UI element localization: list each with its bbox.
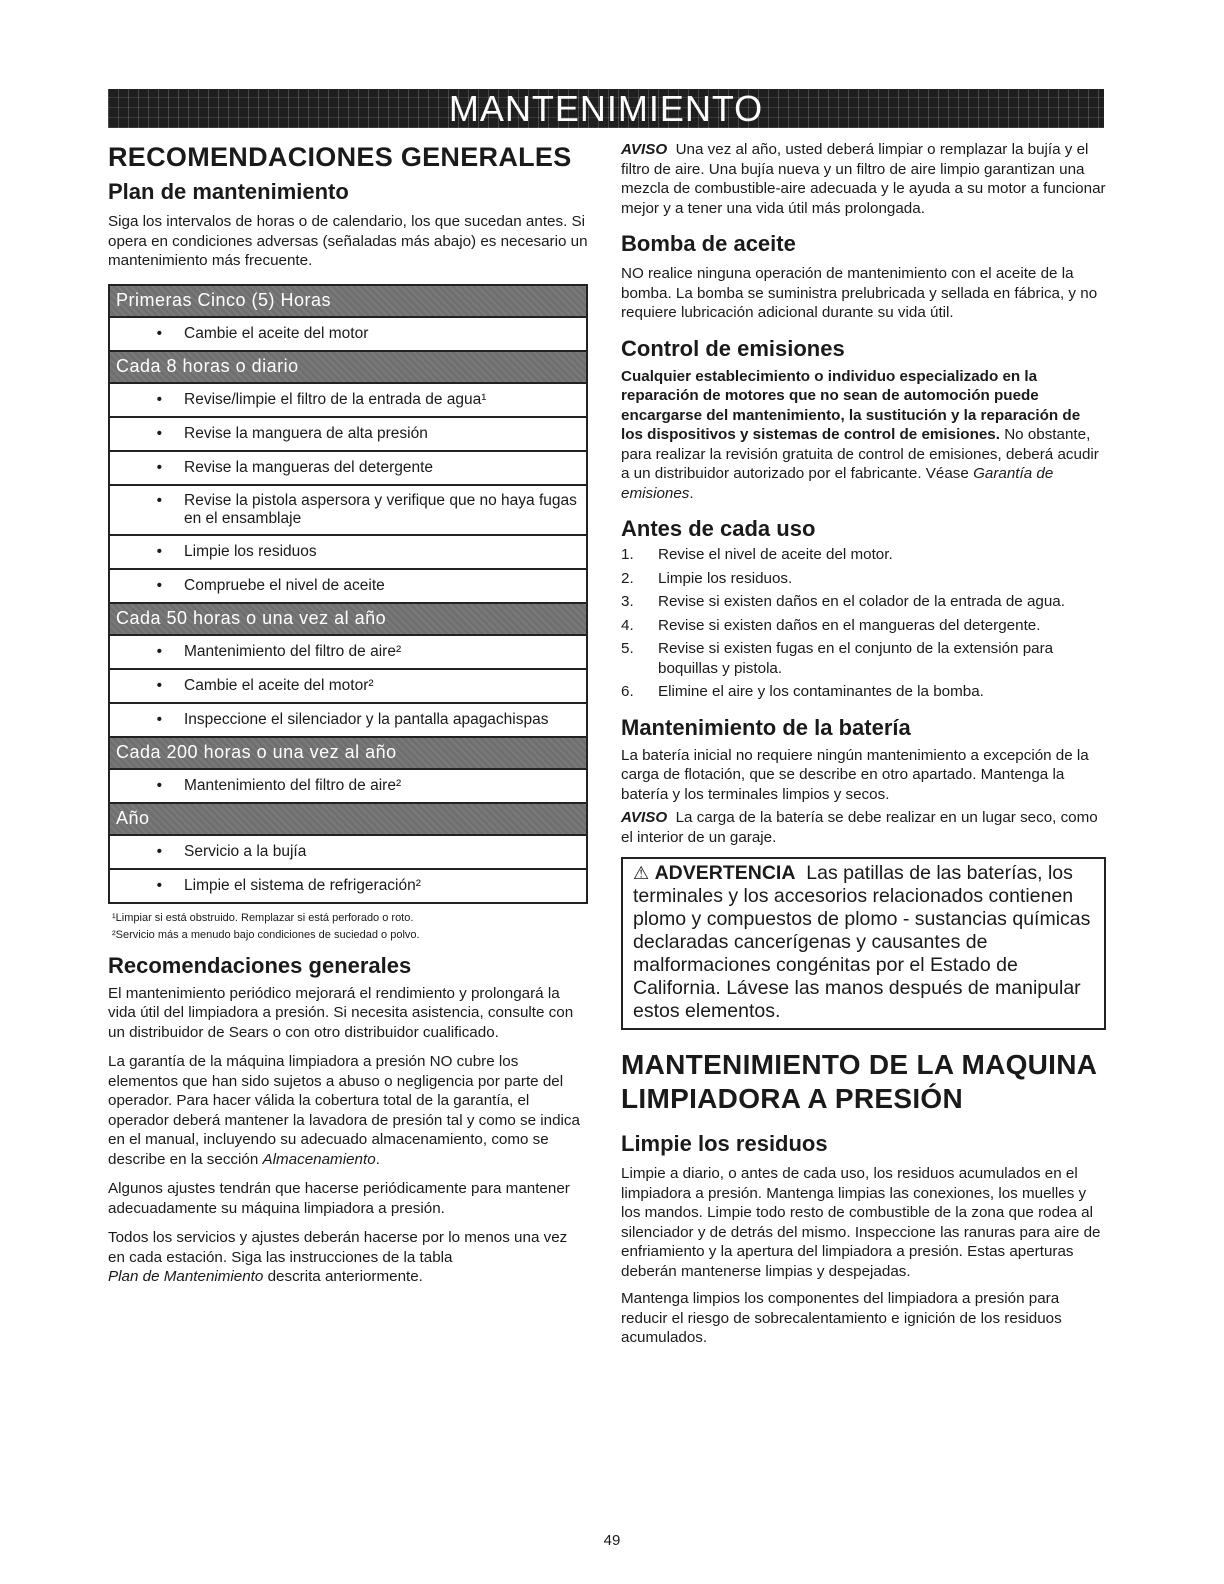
oil-pump-text: NO realice ninguna operación de mantenimiento con el aceite de la bomba. La bomba se suministra prelubricada y sellada en fábrica, y no requiere lubricación adicional durante su vida útil. (621, 265, 1098, 321)
step-item (621, 545, 1106, 565)
schedule-header: Primeras Cinco (5) Horas (109, 285, 587, 317)
schedule-item-cell (109, 535, 587, 569)
bullet-icon: • (156, 458, 162, 476)
maintenance-plan-heading: Plan de mantenimiento (108, 179, 349, 204)
bullet-icon: • (156, 491, 162, 509)
schedule-item-cell (109, 417, 587, 451)
schedule-item-text: Limpie los residuos (184, 542, 317, 560)
step-number: 3. (621, 593, 634, 610)
step-number: 2. (621, 569, 634, 587)
schedule-header-row (109, 803, 587, 835)
before-each-use-heading: Antes de cada uso (621, 516, 816, 541)
schedule-item-row (109, 835, 587, 869)
schedule-item-cell (109, 769, 587, 803)
schedule-item-cell (109, 835, 587, 869)
rec-paragraph-1: El mantenimiento periódico mejorará el rendimiento y prolongará la vida útil del limpiadora a presión. Si necesita asistencia, consulte con un distribuidor de Sears o con otro distribuidor cualificado. (108, 984, 574, 1041)
aviso-battery-label: AVISO (621, 809, 668, 826)
schedule-header: Cada 200 horas o una vez al año (109, 737, 587, 769)
rec-p4-text: Todos los servicios y ajustes deberán hacerse por lo menos una vez en cada estación. Siga las instrucciones de la tabla (108, 1229, 568, 1266)
rec-p2-end: . (375, 1150, 380, 1168)
schedule-item-text: Limpie el sistema de refrigeración² (184, 876, 421, 894)
schedule-item-cell (109, 569, 587, 603)
footnotes (108, 910, 588, 944)
schedule-item-row (109, 451, 587, 485)
emissions-bold: Cualquier establecimiento o individuo especializado en la reparación de motores que no sean de automoción puede encargarse del mantenimiento, la sustitución y la reparación de los dispositivos y sistemas de control de emisiones. (621, 367, 1081, 443)
schedule-item-row (109, 769, 587, 803)
left-column (108, 140, 588, 1287)
schedule-header-row (109, 351, 587, 383)
rec-paragraph-3: Algunos ajustes tendrán que hacerse periódicamente para mantener adecuadamente su máquina limpiadora a presión. (108, 1180, 570, 1217)
footnote-2: ²Servicio más a menudo bajo condiciones de suciedad o polvo. (112, 928, 420, 941)
schedule-item-row (109, 535, 587, 569)
emissions-control-heading: Control de emisiones (621, 335, 845, 361)
step-text: Revise si existen fugas en el conjunto de la extensión para boquillas y pistola. (658, 640, 1054, 677)
emissions-italic: Garantía de emisiones (621, 465, 1054, 502)
step-item (621, 592, 1106, 612)
schedule-header: Año (109, 803, 587, 835)
bullet-icon: • (156, 876, 162, 894)
schedule-item-row (109, 317, 587, 351)
clean-debris-paragraph-1: Limpie a diario, o antes de cada uso, los residuos acumulados en el limpiadora a presión. Mantenga limpias las conexiones, los muelles y los mandos. Limpie todo resto de combustible de la zona que rodea al silenciador y de detrás del mismo. Inspeccione las ranuras para aire de enfriamiento y la apertura del limpiadora a presión. Estas aperturas deberán mantenerse limpias y despejadas. (621, 1165, 1101, 1280)
schedule-item-text: Mantenimiento del filtro de aire² (184, 776, 402, 794)
aviso-paragraph (621, 140, 1106, 218)
step-text: Revise si existen daños en el colador de la entrada de agua. (658, 593, 1065, 610)
pressure-washer-maintenance-heading: MANTENIMIENTO DE LA MAQUINA LIMPIADORA A PRESIÓN (621, 1049, 1097, 1114)
bullet-icon: • (156, 542, 162, 560)
aviso-battery-paragraph (621, 808, 1106, 847)
schedule-item-cell (109, 869, 587, 903)
schedule-item-cell (109, 703, 587, 737)
clean-debris-paragraph-2: Mantenga limpios los componentes del limpiadora a presión para reducir el riesgo de sobrecalentamiento e ignición de los residuos acumulados. (621, 1290, 1062, 1346)
schedule-item-row (109, 635, 587, 669)
schedule-header: Cada 50 horas o una vez al año (109, 603, 587, 635)
schedule-item-cell (109, 669, 587, 703)
bullet-icon: • (156, 576, 162, 594)
schedule-item-row (109, 485, 587, 535)
schedule-item-row (109, 703, 587, 737)
schedule-item-cell (109, 635, 587, 669)
oil-pump-heading: Bomba de aceite (621, 231, 796, 256)
step-item (621, 682, 1106, 702)
aviso-text: Una vez al año, usted deberá limpiar o remplazar la bujía y el filtro de aire. Una bujía nueva y un filtro de aire limpio garantizan una mezcla de combustible-aire adecuada y le ayuda a su motor a funcionar mejor y a tener una vida útil más prolongada. (621, 141, 1106, 217)
schedule-item-text: Servicio a la bujía (184, 842, 307, 860)
bullet-icon: • (156, 424, 162, 442)
schedule-item-text: Revise la manguera de alta presión (184, 424, 428, 442)
rec-p4-italic: Plan de Mantenimiento (108, 1268, 264, 1285)
schedule-item-row (109, 669, 587, 703)
warning-box (621, 857, 1106, 1030)
schedule-item-text: Revise/limpie el filtro de la entrada de agua¹ (184, 390, 487, 408)
schedule-item-row (109, 383, 587, 417)
rec-paragraph-2 (108, 1052, 588, 1169)
warning-label: ADVERTENCIA (654, 862, 796, 884)
step-item (621, 639, 1106, 678)
schedule-item-text: Cambie el aceite del motor² (184, 676, 374, 694)
before-use-steps (621, 545, 1106, 702)
warning-triangle-icon: ⚠ (633, 863, 650, 883)
emissions-end: . (689, 484, 694, 502)
bullet-icon: • (156, 390, 162, 408)
general-recommendations-heading: RECOMENDACIONES GENERALES (108, 142, 572, 172)
clean-debris-heading: Limpie los residuos (621, 1131, 828, 1156)
bullet-icon: • (156, 776, 162, 794)
bullet-icon: • (156, 642, 162, 660)
warning-text: Las patillas de las baterías, los terminales y los accesorios relacionados contienen plomo y compuestos de plomo - sustancias químicas declaradas cancerígenas y causantes de malformaciones congénitas por el Estado de California. Lávese las manos después de manipular estos elementos. (633, 862, 1091, 1022)
schedule-item-cell (109, 485, 587, 535)
general-recommendations-subheading: Recomendaciones generales (108, 952, 412, 978)
schedule-header: Cada 8 horas o diario (109, 351, 587, 383)
schedule-item-text: Revise la mangueras del detergente (184, 458, 434, 476)
page-number: 49 (603, 1532, 621, 1549)
battery-text: La batería inicial no requiere ningún mantenimiento a excepción de la carga de flotación, que se describe en otro apartado. Mantenga la batería y los terminales limpios y secos. (621, 746, 1089, 803)
step-item (621, 616, 1106, 636)
schedule-header-row (109, 603, 587, 635)
schedule-item-cell (109, 383, 587, 417)
emissions-control-text (621, 367, 1106, 504)
schedule-item-text: Mantenimiento del filtro de aire² (184, 642, 402, 660)
schedule-item-row (109, 569, 587, 603)
schedule-header-row (109, 737, 587, 769)
section-banner (108, 89, 1104, 128)
rec-paragraph-4 (108, 1228, 588, 1287)
banner-title: MANTENIMIENTO (448, 88, 764, 129)
right-column (621, 140, 1106, 1348)
aviso-label: AVISO (621, 141, 668, 158)
bullet-icon: • (156, 676, 162, 694)
step-number: 4. (621, 616, 634, 634)
step-item (621, 569, 1106, 589)
schedule-item-text: Inspeccione el silenciador y la pantalla apagachispas (184, 710, 549, 728)
step-text: Revise el nivel de aceite del motor. (658, 546, 893, 563)
maintenance-plan-text: Siga los intervalos de horas o de calendario, los que sucedan antes. Si opera en condiciones adversas (señaladas más abajo) es necesario un mantenimiento más frecuente. (108, 213, 588, 269)
schedule-item-text: Revise la pistola aspersora y verifique que no haya fugas en el ensamblaje (184, 491, 577, 527)
maintenance-schedule-table (108, 284, 588, 904)
rec-p2-italic: Almacenamiento (262, 1150, 376, 1168)
step-text: Elimine el aire y los contaminantes de la bomba. (658, 683, 984, 700)
step-number: 6. (621, 683, 634, 700)
battery-maintenance-heading: Mantenimiento de la batería (621, 714, 911, 740)
step-text: Revise si existen daños en el mangueras del detergente. (658, 616, 1041, 634)
emissions-text: No obstante, para realizar la revisión gratuita de control de emisiones, deberá acudir a un distribuidor autorizado por el fabricante. Véase (621, 426, 1099, 482)
schedule-item-row (109, 869, 587, 903)
step-number: 5. (621, 640, 634, 657)
schedule-item-text: Compruebe el nivel de aceite (184, 576, 385, 594)
bullet-icon: • (156, 842, 162, 860)
step-number: 1. (621, 546, 634, 563)
step-text: Limpie los residuos. (658, 569, 793, 587)
schedule-header-row (109, 285, 587, 317)
aviso-battery-text: La carga de la batería se debe realizar en un lugar seco, como el interior de un garaje. (621, 809, 1098, 846)
schedule-item-cell (109, 451, 587, 485)
bullet-icon: • (156, 324, 162, 342)
schedule-item-row (109, 417, 587, 451)
schedule-item-text: Cambie el aceite del motor (184, 324, 369, 342)
rec-p2-text: La garantía de la máquina limpiadora a presión NO cubre los elementos que han sido sujetos a abuso o negligencia por parte del operador. Para hacer válida la cobertura total de la garantía, el operador deberá mantener la lavadora de presión tal y como se indica en el manual, incluyendo su adecuado almacenamiento, como se describe en la sección (108, 1053, 580, 1168)
schedule-item-cell (109, 317, 587, 351)
rec-p4-end: descrita anteriormente. (263, 1268, 423, 1285)
bullet-icon: • (156, 710, 162, 728)
footnote-1: ¹Limpiar si está obstruido. Remplazar si está perforado o roto. (112, 911, 414, 924)
